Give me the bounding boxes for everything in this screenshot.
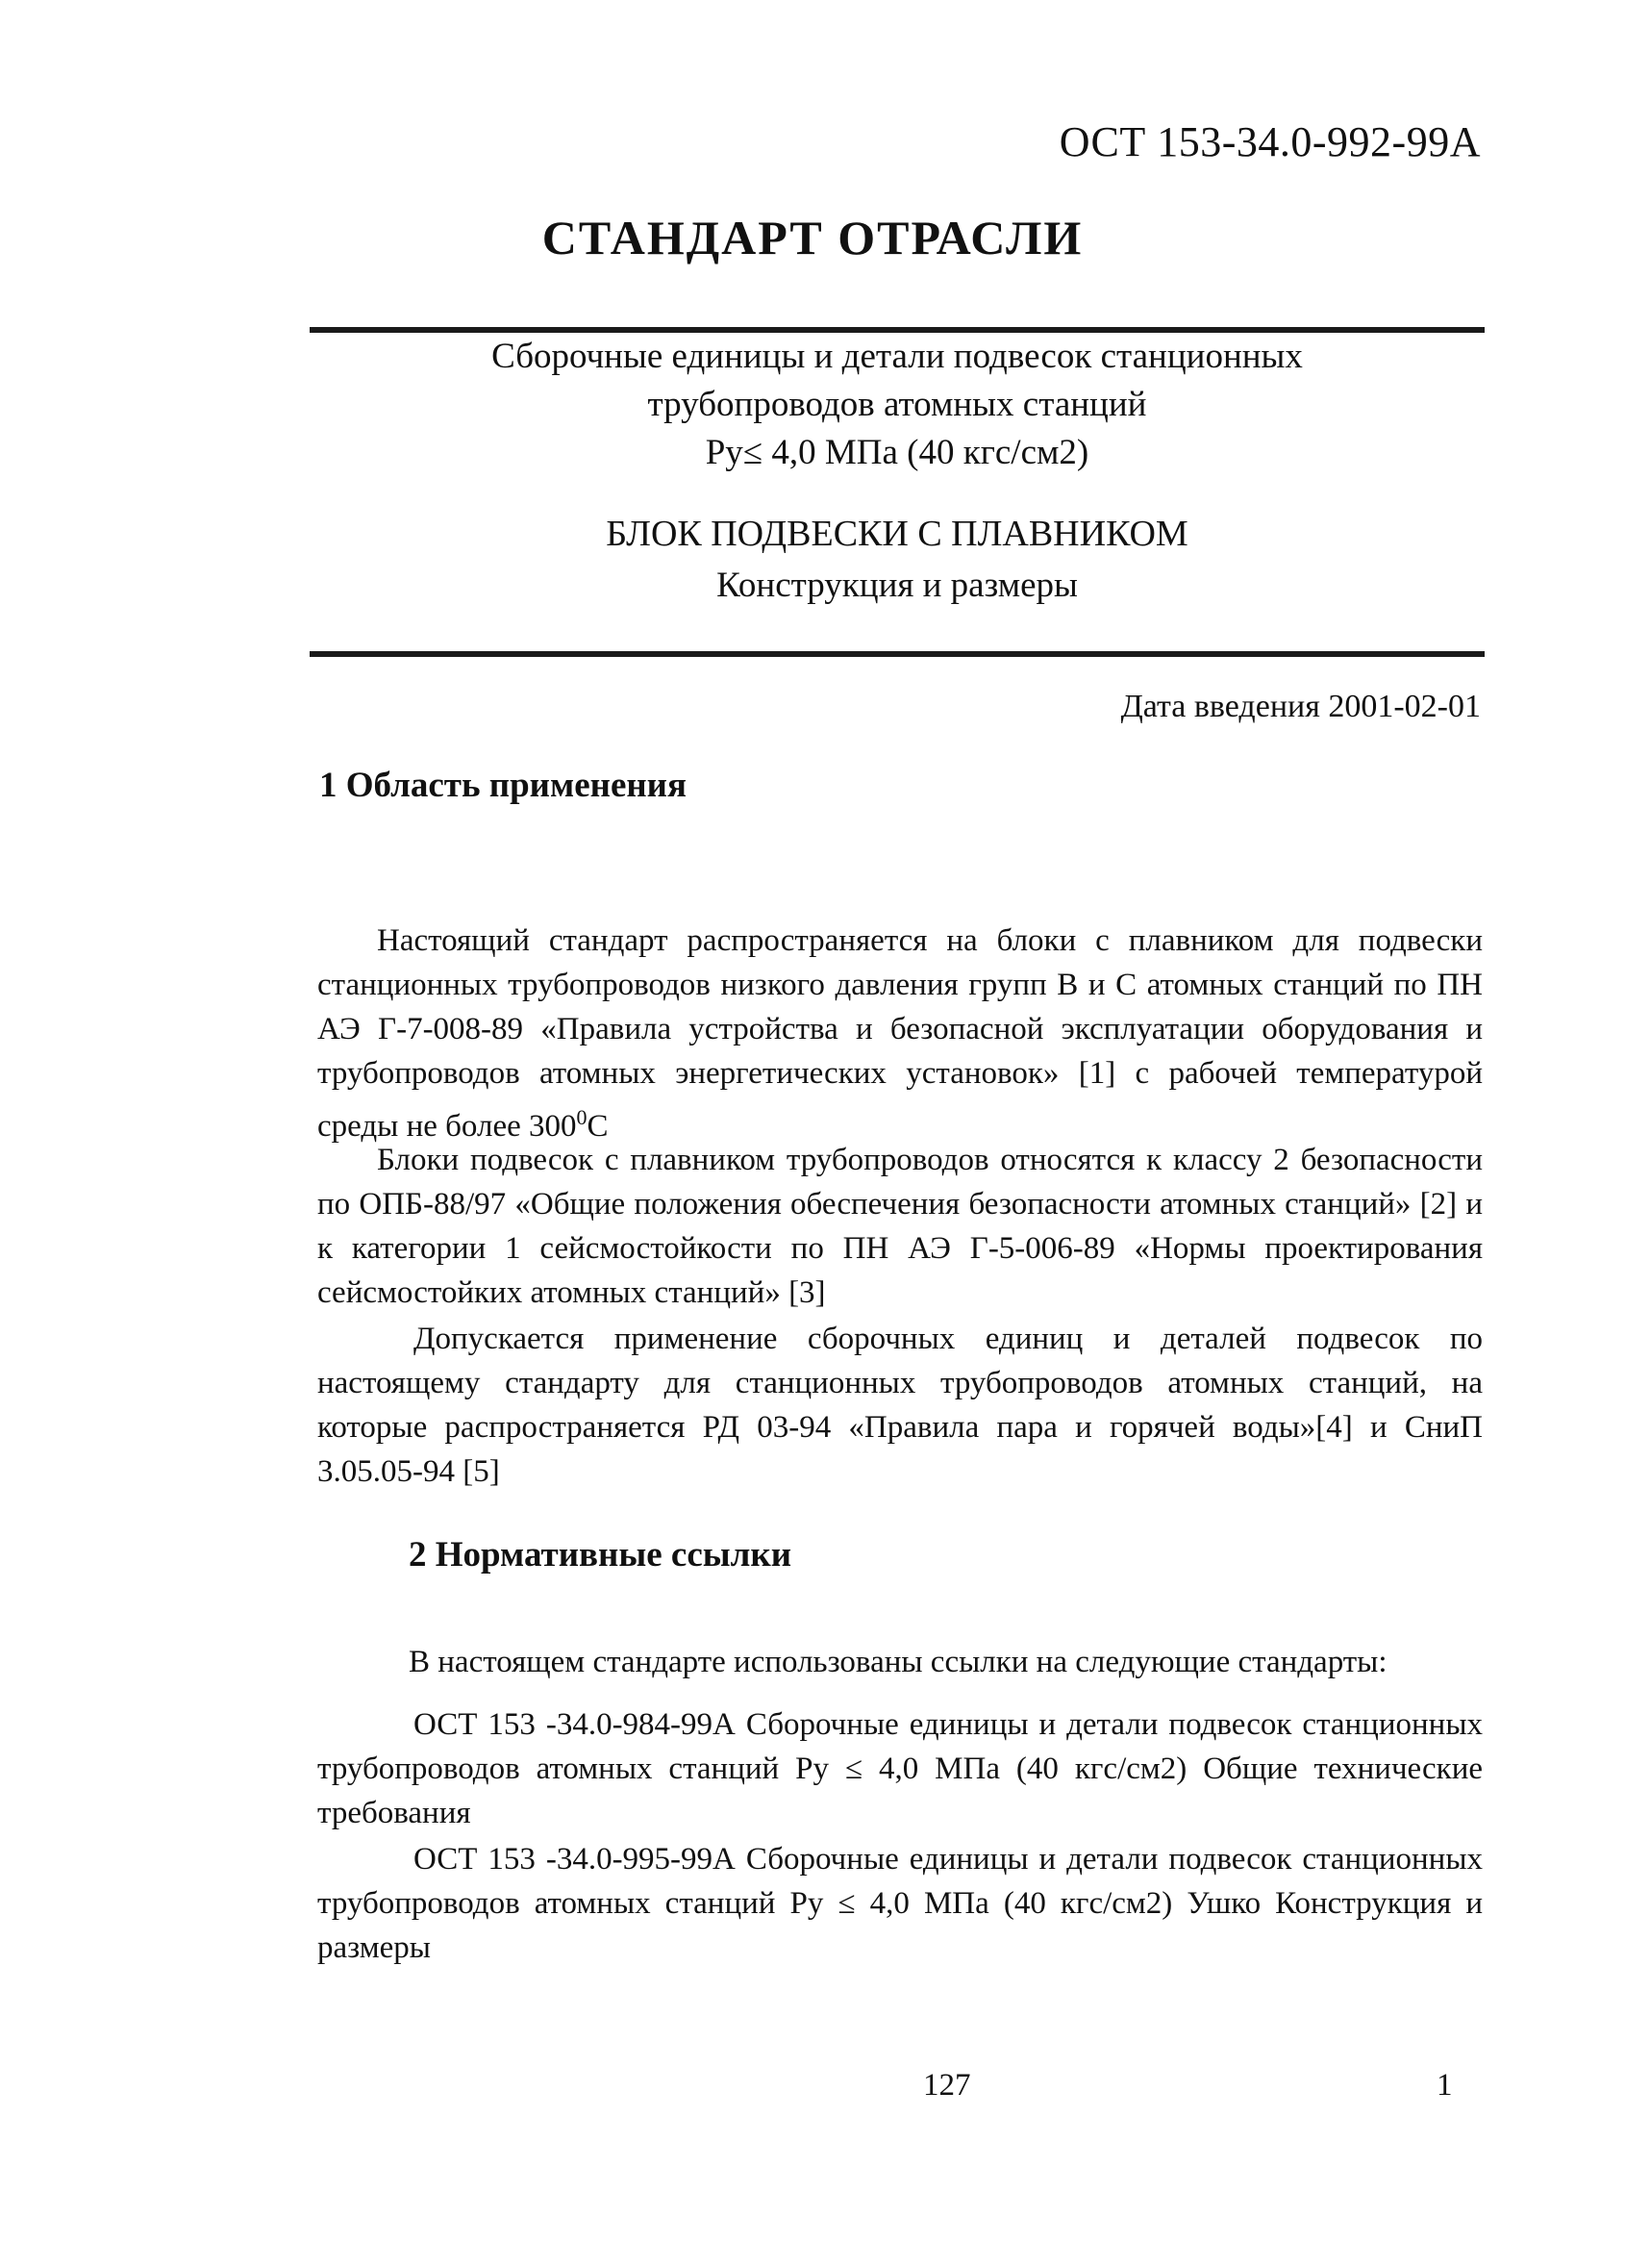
block-subtitle: Конструкция и размеры — [716, 566, 1078, 605]
section-1-heading: 1 Область применения — [319, 766, 688, 805]
subtitle-line: Ру≤ 4,0 МПа (40 кгс/см2) — [705, 433, 1089, 472]
document-subtitle — [310, 333, 1485, 477]
reference-item: ОСТ 153 -34.0-995-99А Сборочные единицы и детали подвесок станционных трубопроводов атомных станций Ру ≤ 4,0 МПа (40 кгс/см2) Ушко Конструкция и размеры — [317, 1842, 1483, 1965]
subtitle-line: Сборочные единицы и детали подвесок станционных — [491, 337, 1303, 376]
page-number: 127 — [923, 2068, 971, 2103]
section-2-heading: 2 Нормативные ссылки — [409, 1535, 792, 1575]
block-title: БЛОК ПОДВЕСКИ С ПЛАВНИКОМ — [606, 514, 1188, 554]
section-1-paragraph-1 — [317, 919, 1483, 1148]
standard-code: ОСТ 153-34.0-992-99А — [1059, 118, 1481, 165]
section-1-paragraph-2: Блоки подвесок с плавником трубопроводов относятся к классу 2 безопасности по ОПБ-88/97 «Общие положения обеспечения безопасности атомных станций» [2] и к категории 1 сейсмостойкости по ПН АЭ Г-5-006-89 «Нормы проектирования сейсмостойких атомных станций» [3] — [317, 1143, 1483, 1310]
paragraph-text-end: С — [587, 1109, 609, 1144]
sheet-number: 1 — [1437, 2068, 1453, 2103]
section-1-paragraph-3: Допускается применение сборочных единиц и деталей подвесок по настоящему стандарту для станционных трубопроводов атомных станций, на которые распространяется РД 03-94 «Правила пара и горячей воды»[4] и СниП 3.05.05-94 [5] — [317, 1322, 1483, 1489]
bottom-rule — [310, 651, 1485, 657]
degree-superscript: 0 — [576, 1105, 588, 1129]
standard-title: СТАНДАРТ ОТРАСЛИ — [541, 211, 1084, 265]
subtitle-line: трубопроводов атомных станций — [647, 385, 1147, 424]
references-intro: В настоящем стандарте использованы ссылки на следующие стандарты: — [409, 1645, 1388, 1679]
paragraph-text: Настоящий стандарт распространяется на блоки с плавником для подвески станционных трубопроводов низкого давления групп В и С атомных станций по ПН АЭ Г-7-008-89 «Правила устройства и безопасной эксплуатации оборудования и трубопроводов атомных энергетических установок» [1] с рабочей температурой среды не более 300 — [317, 923, 1483, 1144]
reference-item: ОСТ 153 -34.0-984-99А Сборочные единицы и детали подвесок станционных трубопроводов атомных станций Ру ≤ 4,0 МПа (40 кгс/см2) Общие технические требования — [317, 1707, 1483, 1830]
introduction-date: Дата введения 2001-02-01 — [1120, 689, 1481, 724]
